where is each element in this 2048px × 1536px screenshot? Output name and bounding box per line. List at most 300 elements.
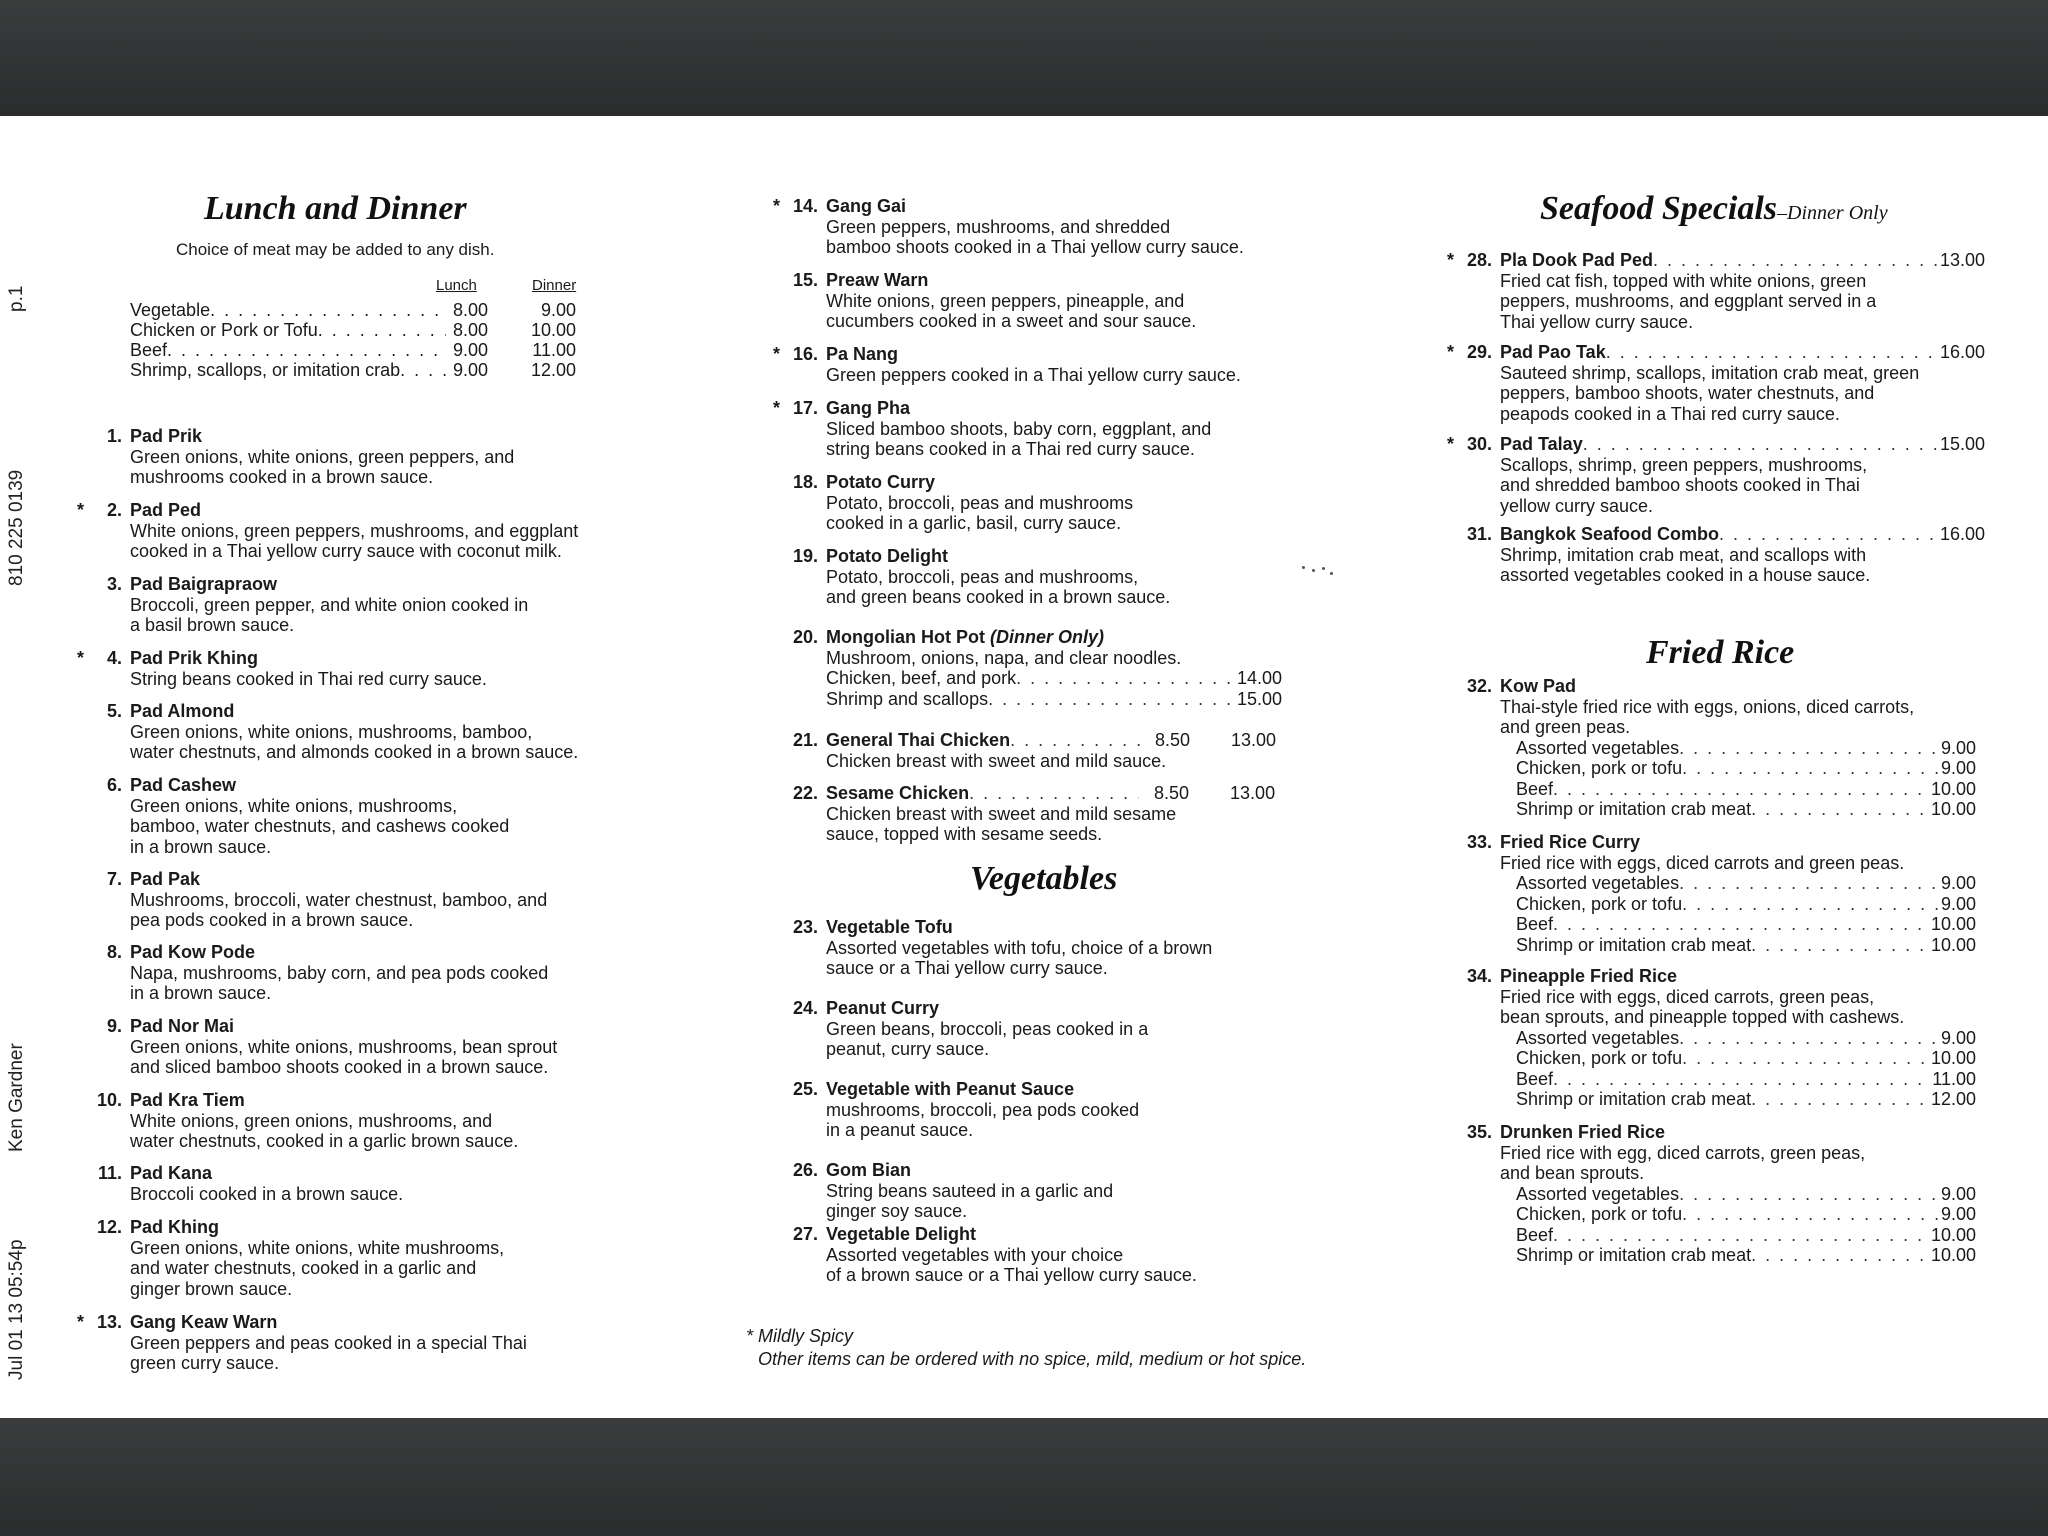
spicy-marker: * <box>772 398 780 418</box>
menu-item <box>792 998 1266 1060</box>
menu-item <box>1466 832 1976 955</box>
sub-price-label: Assorted vegetables <box>1516 1027 1680 1048</box>
item-number: 3. <box>106 574 122 594</box>
price-row <box>130 340 576 360</box>
item-number: 34. <box>1466 966 1492 986</box>
item-description: Mushrooms, broccoli, water chestnust, bamboo, and <box>130 889 548 910</box>
item-description: bamboo shoots cooked in a Thai yellow curry sauce. <box>826 237 1244 257</box>
menu-item <box>792 472 1266 534</box>
item-name-line <box>826 730 1286 751</box>
item-description: pea pods cooked in a brown sauce. <box>130 910 414 930</box>
menu-item <box>106 701 600 763</box>
item-description: ginger soy sauce. <box>826 1201 968 1221</box>
sub-price-label: Chicken, pork or tofu <box>1516 758 1683 778</box>
lunch-price: 8.00 <box>452 300 488 320</box>
menu-item <box>76 648 600 689</box>
sub-price-label: Assorted vegetables <box>1516 1183 1680 1204</box>
item-description: assorted vegetables cooked in a house sauce. <box>1500 565 1871 585</box>
dot-leader <box>318 320 446 340</box>
sub-price: 9.00 <box>1940 1204 1976 1224</box>
sub-price: 11.00 <box>1932 1068 1976 1089</box>
item-name-line <box>1500 434 1985 455</box>
sub-price-row <box>1500 894 1976 915</box>
lunch-price: 9.00 <box>452 340 488 360</box>
item-name: Vegetable with Peanut Sauce <box>826 1079 1075 1099</box>
item-number: 14. <box>792 196 818 216</box>
item-name: Gom Bian <box>826 1160 912 1180</box>
item-number: 12. <box>96 1217 122 1237</box>
dinner-price: 13.00 <box>1231 730 1277 750</box>
item-number: 5. <box>106 701 122 721</box>
item-name: Pad Ped <box>130 500 202 520</box>
item-description: peapods cooked in a Thai red curry sauce. <box>1500 403 1840 424</box>
item-name-text: Mongolian Hot Pot <box>826 627 990 647</box>
dot-leader <box>1682 894 1941 915</box>
item-price: 16.00 <box>1939 524 1985 544</box>
item-description: Green onions, white onions, mushrooms, <box>130 795 458 816</box>
item-number: 22. <box>792 783 818 803</box>
sub-price: 9.00 <box>1940 1027 1976 1048</box>
dot-leader <box>210 300 446 320</box>
menu-item <box>1466 676 1976 820</box>
hot-pot-price-label: Shrimp and scallops <box>826 688 989 709</box>
sub-price-label: Shrimp or imitation crab meat <box>1516 934 1752 955</box>
sub-price-list <box>1500 738 1976 820</box>
item-number: 2. <box>106 500 122 520</box>
item-description: Thai yellow curry sauce. <box>1500 311 1694 332</box>
hot-pot-price-label: Chicken, beef, and pork <box>826 668 1017 688</box>
dot-leader <box>1553 779 1931 800</box>
dot-leader <box>1679 873 1941 894</box>
menu-item <box>1466 1122 1976 1266</box>
sub-price: 10.00 <box>1930 914 1976 934</box>
item-description: cooked in a garlic, basil, curry sauce. <box>826 513 1122 533</box>
item-name: General Thai Chicken <box>826 730 1011 750</box>
item-number: 1. <box>106 426 122 446</box>
hot-pot-price: 15.00 <box>1236 688 1282 709</box>
item-number: 6. <box>106 775 122 795</box>
dot-leader <box>1679 1028 1941 1049</box>
menu-item <box>792 783 1286 845</box>
item-description: Potato, broccoli, peas and mushrooms, <box>826 566 1139 587</box>
item-name: Pad Kra Tiem <box>130 1090 245 1110</box>
item-description: bean sprouts, and pineapple topped with cashews. <box>1500 1007 1905 1027</box>
item-number: 8. <box>106 942 122 962</box>
item-number: 35. <box>1466 1122 1492 1142</box>
item-description: Green onions, white onions, mushrooms, bean sprout <box>130 1036 558 1057</box>
item-description: peanut, curry sauce. <box>826 1039 990 1059</box>
spicy-marker: * <box>772 344 780 364</box>
item-description: Green onions, white onions, green peppers, and <box>130 446 515 467</box>
dot-leader <box>1682 758 1941 779</box>
menu-page <box>0 116 2048 1418</box>
dot-leader <box>1679 738 1941 759</box>
item-number: 15. <box>792 270 818 290</box>
menu-item <box>792 730 1286 771</box>
item-name-line <box>1500 342 1985 363</box>
item-description: and shredded bamboo shoots cooked in Thai <box>1500 475 1860 495</box>
item-description: a basil brown sauce. <box>130 615 295 635</box>
sub-price: 10.00 <box>1930 1048 1976 1068</box>
item-name: Drunken Fried Rice <box>1500 1122 1666 1142</box>
sub-price-row <box>1500 1245 1976 1266</box>
item-description: and green beans cooked in a brown sauce. <box>826 587 1171 607</box>
item-description: water chestnuts, cooked in a garlic brown sauce. <box>130 1131 519 1151</box>
item-description: yellow curry sauce. <box>1500 495 1654 516</box>
dot-leader <box>988 689 1237 710</box>
fax-datetime: Jul 01 13 05:54p <box>6 1239 27 1380</box>
sub-price-list <box>1500 873 1976 955</box>
item-description: Fried rice with eggs, diced carrots, green peas, <box>1500 986 1875 1007</box>
sub-price-row <box>1500 914 1976 935</box>
price-row <box>130 300 576 320</box>
item-description: peppers, bamboo shoots, water chestnuts, and <box>1500 383 1875 403</box>
item-description: cooked in a Thai yellow curry sauce with coconut milk. <box>130 541 562 561</box>
sub-price: 10.00 <box>1930 1224 1976 1245</box>
item-number: 32. <box>1466 676 1492 696</box>
dot-leader <box>969 783 1139 804</box>
spicy-marker: * <box>76 648 84 668</box>
item-description: White onions, green peppers, mushrooms, and eggplant <box>130 520 579 541</box>
lunch-dinner-subtitle: Choice of meat may be added to any dish. <box>176 240 495 259</box>
menu-item <box>792 546 1266 608</box>
lunch-price: 9.00 <box>452 360 488 380</box>
sub-price: 10.00 <box>1930 778 1976 799</box>
item-name: Sesame Chicken <box>826 783 970 803</box>
item-description: and bean sprouts. <box>1500 1163 1645 1183</box>
menu-item <box>772 398 1266 460</box>
sub-price: 9.00 <box>1940 893 1976 914</box>
menu-item <box>1446 342 1985 424</box>
item-description: in a brown sauce. <box>130 836 272 857</box>
dinner-price: 9.00 <box>540 300 576 320</box>
item-description: ginger brown sauce. <box>130 1278 293 1299</box>
dot-leader <box>1553 1069 1932 1090</box>
item-name: Preaw Warn <box>826 270 929 290</box>
item-description: sauce, topped with sesame seeds. <box>826 824 1103 844</box>
item-name: Pad Kana <box>130 1163 213 1183</box>
item-description: sauce or a Thai yellow curry sauce. <box>826 958 1108 978</box>
sub-price-row <box>1500 1048 1976 1069</box>
lunch-price: 8.50 <box>1155 730 1191 750</box>
price-label: Vegetable <box>130 300 211 320</box>
fax-page-number: p.1 <box>6 285 27 312</box>
item-name: Potato Delight <box>826 546 948 566</box>
hot-pot-price-row <box>826 668 1282 689</box>
item-description: Green peppers cooked in a Thai yellow curry sauce. <box>826 364 1241 385</box>
price-row <box>130 320 576 340</box>
item-description: Sauteed shrimp, scallops, imitation crab meat, green <box>1500 362 1920 383</box>
item-description: Green beans, broccoli, peas cooked in a <box>826 1018 1149 1039</box>
sub-price-label: Chicken, pork or tofu <box>1516 893 1683 914</box>
sub-price-label: Shrimp or imitation crab meat <box>1516 1245 1752 1265</box>
dot-leader <box>1016 668 1237 689</box>
item-number: 13. <box>96 1312 122 1332</box>
lunch-price: 8.00 <box>452 320 488 340</box>
menu-item <box>1446 434 1985 516</box>
menu-item <box>106 426 600 488</box>
mildly-spicy-note: * Mildly Spicy <box>746 1326 854 1346</box>
dot-leader <box>1751 1089 1931 1110</box>
item-description: Chicken breast with sweet and mild sesame <box>826 803 1177 824</box>
menu-item <box>792 1079 1266 1141</box>
item-name-line <box>1500 524 1985 545</box>
item-number: 31. <box>1466 524 1492 544</box>
dot-leader <box>1719 524 1940 545</box>
item-number: 19. <box>792 546 818 566</box>
sub-price-row <box>1500 779 1976 800</box>
seafood-title-text: Seafood Specials <box>1540 190 1778 227</box>
sub-price-label: Beef <box>1516 914 1554 934</box>
dot-leader <box>1010 730 1140 751</box>
item-description: White onions, green onions, mushrooms, and <box>130 1110 493 1131</box>
seafood-title <box>1540 190 1888 228</box>
sub-price-row <box>1500 1204 1976 1225</box>
item-number: 30. <box>1466 434 1492 454</box>
sub-price-row <box>1500 1225 1976 1246</box>
item-name: Gang Keaw Warn <box>130 1312 278 1332</box>
item-description: Scallops, shrimp, green peppers, mushrooms, <box>1500 454 1868 475</box>
sub-price-row <box>1500 799 1976 820</box>
lunch-price: 8.50 <box>1154 783 1190 803</box>
dot-leader <box>1682 1204 1941 1225</box>
item-name <box>826 627 1282 648</box>
price-label: Shrimp, scallops, or imitation crab <box>130 360 401 380</box>
item-number: 18. <box>792 472 818 492</box>
item-number: 9. <box>106 1016 122 1036</box>
menu-item <box>792 270 1266 332</box>
item-description: Green onions, white onions, mushrooms, bamboo, <box>130 721 533 742</box>
item-number: 10. <box>96 1090 122 1110</box>
item-description: mushrooms cooked in a brown sauce. <box>130 467 434 487</box>
item-number: 16. <box>792 344 818 364</box>
sub-price: 12.00 <box>1930 1089 1976 1109</box>
sub-price-row <box>1500 873 1976 894</box>
item-description: String beans sauteed in a garlic and <box>826 1180 1114 1201</box>
dot-leader <box>1751 1245 1931 1266</box>
spice-options-note: Other items can be ordered with no spice, mild, medium or hot spice. <box>758 1349 1307 1369</box>
sub-price: 9.00 <box>1940 758 1976 778</box>
menu-item <box>106 775 600 857</box>
sub-price-row <box>1500 1028 1976 1049</box>
item-name-line <box>1500 250 1985 271</box>
fried-rice-title: Fried Rice <box>1646 634 1795 671</box>
item-description: green curry sauce. <box>130 1353 280 1373</box>
menu-item-hot-pot <box>792 627 1282 709</box>
vegetables-title: Vegetables <box>970 860 1118 897</box>
item-name: Pad Khing <box>130 1217 219 1237</box>
item-description: string beans cooked in a Thai red curry sauce. <box>826 439 1195 459</box>
menu-item <box>76 500 600 562</box>
item-description: Green peppers and peas cooked in a special Thai <box>130 1332 527 1353</box>
item-name: Gang Pha <box>826 398 911 418</box>
menu-item <box>772 344 1266 385</box>
menu-item <box>1466 524 1985 586</box>
price-row <box>130 360 576 380</box>
item-name: Peanut Curry <box>826 998 940 1018</box>
dot-leader <box>1679 1184 1941 1205</box>
sub-price-label: Chicken, pork or tofu <box>1516 1048 1683 1068</box>
item-description: Fried rice with egg, diced carrots, green peas, <box>1500 1142 1866 1163</box>
item-description: Thai-style fried rice with eggs, onions, diced carrots, <box>1500 696 1915 717</box>
sub-price-row <box>1500 1184 1976 1205</box>
menu-item <box>97 1163 600 1204</box>
item-description: in a peanut sauce. <box>826 1120 974 1140</box>
dinner-price: 12.00 <box>530 360 576 380</box>
item-number: 27. <box>792 1224 818 1244</box>
sub-price-list <box>1500 1184 1976 1266</box>
item-description: Green peppers, mushrooms, and shredded <box>826 216 1171 237</box>
menu-item <box>96 1217 600 1299</box>
item-description: bamboo, water chestnuts, and cashews cooked <box>130 816 510 836</box>
menu-item <box>792 1224 1266 1286</box>
item-name: Pad Cashew <box>130 775 237 795</box>
dinner-price: 11.00 <box>532 340 576 360</box>
sub-price-row <box>1500 738 1976 759</box>
item-description: White onions, green peppers, pineapple, and <box>826 290 1185 311</box>
item-description: Broccoli, green pepper, and white onion cooked in <box>130 594 529 615</box>
dot-leader <box>1682 1048 1931 1069</box>
item-description: Broccoli cooked in a brown sauce. <box>130 1183 404 1204</box>
sub-price-row <box>1500 935 1976 956</box>
menu-item <box>76 1312 600 1374</box>
item-description: Green onions, white onions, white mushrooms, <box>130 1237 505 1258</box>
item-description: Assorted vegetables with tofu, choice of a brown <box>826 937 1213 958</box>
item-price: 16.00 <box>1939 342 1985 362</box>
price-label: Beef <box>130 340 168 360</box>
item-price: 13.00 <box>1939 250 1985 270</box>
sub-price-list <box>1500 1028 1976 1110</box>
item-description: peppers, mushrooms, and eggplant served in a <box>1500 291 1877 311</box>
menu-item <box>792 1160 1266 1222</box>
item-name: Pad Talay <box>1500 434 1583 454</box>
dot-leader <box>1751 799 1931 820</box>
sub-price-label: Assorted vegetables <box>1516 873 1680 893</box>
item-name: Pa Nang <box>826 344 899 364</box>
item-price: 15.00 <box>1939 434 1985 454</box>
menu-item <box>772 196 1266 258</box>
item-name: Pad Nor Mai <box>130 1016 235 1036</box>
sub-price: 9.00 <box>1940 1183 1976 1204</box>
spicy-marker: * <box>1446 342 1454 362</box>
menu-item <box>106 1016 600 1078</box>
dinner-price: 10.00 <box>530 320 576 340</box>
dot-leader <box>1653 250 1940 271</box>
item-description: Fried rice with eggs, diced carrots and green peas. <box>1500 852 1905 873</box>
item-number: 20. <box>792 627 818 647</box>
item-description: Mushroom, onions, napa, and clear noodles. <box>826 647 1182 668</box>
item-description: cucumbers cooked in a sweet and sour sauce. <box>826 311 1197 331</box>
sub-price-label: Shrimp or imitation crab meat <box>1516 799 1752 819</box>
menu-item <box>106 942 600 1004</box>
spicy-marker: * <box>76 500 84 520</box>
item-number: 4. <box>106 648 122 668</box>
hot-pot-price: 14.00 <box>1236 668 1282 688</box>
item-description: of a brown sauce or a Thai yellow curry sauce. <box>826 1265 1197 1285</box>
item-number: 23. <box>792 917 818 937</box>
dot-leader <box>1553 1225 1931 1246</box>
viewer-top-bar <box>0 0 2048 116</box>
item-description: Napa, mushrooms, baby corn, and pea pods cooked <box>130 962 549 983</box>
item-name: Gang Gai <box>826 196 907 216</box>
dot-leader <box>1583 434 1940 455</box>
item-name: Pad Kow Pode <box>130 942 256 962</box>
item-name: Fried Rice Curry <box>1500 832 1641 852</box>
item-name: Vegetable Delight <box>826 1224 977 1244</box>
item-description: water chestnuts, and almonds cooked in a brown sauce. <box>130 742 579 762</box>
dinner-column-header: Dinner <box>532 277 577 294</box>
spicy-marker: * <box>1446 250 1454 270</box>
sub-price-row <box>1500 1089 1976 1110</box>
item-number: 28. <box>1466 250 1492 270</box>
item-name: Pad Prik Khing <box>130 648 259 668</box>
sub-price: 10.00 <box>1930 934 1976 955</box>
item-name: Bangkok Seafood Combo <box>1500 524 1720 544</box>
item-name-line <box>826 783 1286 804</box>
spicy-marker: * <box>1446 434 1454 454</box>
fax-sender-name: Ken Gardner <box>6 1043 27 1152</box>
item-description: and sliced bamboo shoots cooked in a brown sauce. <box>130 1057 549 1077</box>
sub-price: 10.00 <box>1930 1245 1976 1265</box>
item-description: and water chestnuts, cooked in a garlic and <box>130 1258 477 1278</box>
item-description: Potato, broccoli, peas and mushrooms <box>826 492 1134 513</box>
sub-price-label: Shrimp or imitation crab meat <box>1516 1089 1752 1109</box>
menu-item <box>1446 250 1985 332</box>
price-label: Chicken or Pork or Tofu <box>130 320 318 340</box>
dot-leader <box>1553 914 1931 935</box>
sub-price: 9.00 <box>1940 737 1976 758</box>
menu-item <box>96 1090 600 1152</box>
dot-leader <box>1751 935 1931 956</box>
sub-price-row <box>1500 1069 1976 1090</box>
spicy-marker: * <box>76 1312 84 1332</box>
item-number: 25. <box>792 1079 818 1099</box>
sub-price-label: Beef <box>1516 778 1554 799</box>
item-name: Pad Pao Tak <box>1500 342 1606 362</box>
fax-phone-number: 810 225 0139 <box>6 469 27 586</box>
item-name: Pineapple Fried Rice <box>1500 966 1678 986</box>
item-name: Pad Baigrapraow <box>130 574 278 594</box>
sub-price-label: Beef <box>1516 1068 1554 1089</box>
dot-leader <box>167 340 446 360</box>
sub-price-label: Assorted vegetables <box>1516 737 1680 758</box>
item-name: Pad Prik <box>130 426 203 446</box>
lunch-column-header: Lunch <box>436 277 477 294</box>
item-description: Assorted vegetables with your choice <box>826 1244 1124 1265</box>
item-number: 7. <box>106 869 122 889</box>
item-number: 17. <box>792 398 818 418</box>
menu-item <box>1466 966 1976 1110</box>
item-number: 33. <box>1466 832 1492 852</box>
viewer-bottom-bar <box>0 1418 2048 1536</box>
sub-price: 10.00 <box>1930 799 1976 819</box>
lunch-dinner-price-table <box>130 276 576 380</box>
item-name: Pla Dook Pad Ped <box>1500 250 1654 270</box>
sub-price-row <box>1500 758 1976 779</box>
item-description: and green peas. <box>1500 717 1631 737</box>
item-number: 11. <box>97 1163 122 1183</box>
menu-item <box>792 917 1266 979</box>
item-number: 29. <box>1466 342 1492 362</box>
item-name: Potato Curry <box>826 472 936 492</box>
dinner-only-note: (Dinner Only) <box>989 627 1104 647</box>
item-number: 26. <box>792 1160 818 1180</box>
dot-leader <box>400 360 446 380</box>
item-name: Kow Pad <box>1500 676 1577 696</box>
item-name: Pad Pak <box>130 869 201 889</box>
item-name: Pad Almond <box>130 701 235 721</box>
item-number: 24. <box>792 998 818 1018</box>
